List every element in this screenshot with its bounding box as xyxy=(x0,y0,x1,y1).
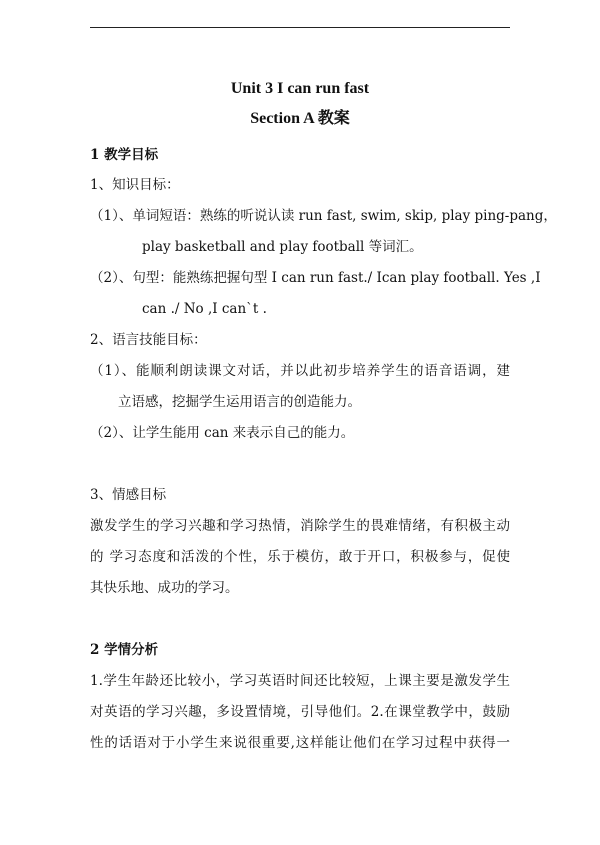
analysis-paragraph-line-2: 对英语的学习兴趣，多设置情境，引导他们。2.在课堂教学中，鼓励 xyxy=(90,704,510,720)
document-title: Unit 3 I can run fast xyxy=(230,80,370,97)
emotion-paragraph-line-3: 其快乐地、成功的学习。 xyxy=(90,580,239,596)
section-1-heading: 1 教学目标 xyxy=(90,147,159,163)
analysis-paragraph-line-1: 1.学生年龄还比较小，学习英语时间还比较短，上课主要是激发学生 xyxy=(90,673,510,689)
knowledge-goal-heading: 1、知识目标： xyxy=(90,177,180,193)
skills-goal-heading: 2、语言技能目标： xyxy=(90,332,207,348)
emotion-paragraph-line-2: 的 学习态度和活泼的个性，乐于模仿，敢于开口，积极参与，促使 xyxy=(90,549,510,565)
knowledge-item-2-line-1: （2）、句型：能熟练把握句型 I can run fast./ Ican play football. Yes ,I xyxy=(90,270,541,286)
section-2-heading: 2 学情分析 xyxy=(90,642,159,658)
knowledge-item-2-line-2: can ./ No ,I can`t . xyxy=(142,301,267,317)
skill-item-1-line-1: （1）、能顺利朗读课文对话，并以此初步培养学生的语音语调，建 xyxy=(90,363,510,379)
knowledge-item-1-line-2: play basketball and play football 等词汇。 xyxy=(142,239,423,255)
analysis-paragraph-line-3: 性的话语对于小学生来说很重要,这样能让他们在学习过程中获得一 xyxy=(90,735,510,751)
emotion-goal-heading: 3、情感目标 xyxy=(90,487,167,503)
knowledge-item-1-line-1: （1）、单词短语：熟练的听说认读 run fast, swim, skip, play ping-pang， xyxy=(90,208,557,224)
header-rule xyxy=(90,27,510,28)
skill-item-1-line-2: 立语感，挖掘学生运用语言的创造能力。 xyxy=(118,394,361,410)
emotion-paragraph-line-1: 激发学生的学习兴趣和学习热情，消除学生的畏难情绪，有积极主动 xyxy=(90,518,510,534)
skill-item-2: （2）、让学生能用 can 来表示自己的能力。 xyxy=(90,425,355,441)
document-subtitle: Section A 教案 xyxy=(250,110,350,127)
